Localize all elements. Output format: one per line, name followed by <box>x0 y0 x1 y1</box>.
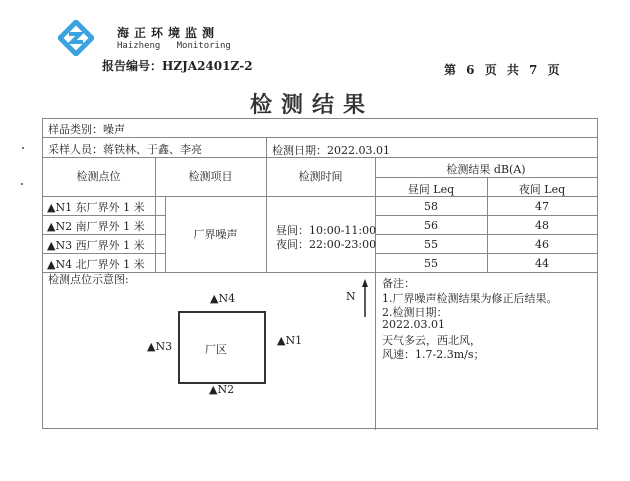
header-point: 检测点位 <box>76 170 121 183</box>
note-line: 2.检测日期： <box>382 306 448 319</box>
note-line: 2022.03.01 <box>382 318 445 331</box>
day-value: 55 <box>424 257 438 270</box>
header-time: 检测时间 <box>298 170 343 183</box>
header-result: 检测结果 dB(A) <box>446 163 526 176</box>
row-point: ▲N3 西厂界外 1 米 <box>47 239 145 252</box>
night-value: 47 <box>535 200 549 213</box>
point-n2: ▲N2 <box>209 383 235 396</box>
day-value: 58 <box>424 200 438 213</box>
day-value: 55 <box>424 238 438 251</box>
sample-type: 样品类别：噪声 <box>48 123 125 136</box>
time-day: 昼间：10:00-11:00 <box>276 224 377 237</box>
night-value: 48 <box>535 219 549 232</box>
point-n3: ▲N3 <box>147 340 173 353</box>
samplers: 采样人员：蒋铁林、于鑫、李亮 <box>48 143 202 156</box>
page-title: 检测结果 <box>250 93 375 118</box>
scan-speck <box>22 147 24 149</box>
test-item: 厂界噪声 <box>193 228 238 241</box>
company-name-cn: 海正环境监测 <box>117 26 220 40</box>
scan-speck <box>21 183 23 185</box>
note-line: 1.厂界噪声检测结果为修正后结果。 <box>382 292 558 305</box>
north-label: N <box>346 290 356 303</box>
row-point: ▲N4 北厂界外 1 米 <box>47 258 145 271</box>
row-point: ▲N2 南厂界外 1 米 <box>47 220 145 233</box>
haizheng-logo-icon <box>58 20 94 56</box>
day-value: 56 <box>424 219 438 232</box>
diagram-label: 检测点位示意图: <box>48 273 129 286</box>
header-item: 检测项目 <box>188 170 233 183</box>
note-line: 天气多云，西北风， <box>382 334 481 347</box>
time-night: 夜间：22:00-23:00 <box>276 238 377 251</box>
point-n1: ▲N1 <box>277 334 303 347</box>
company-name-en: Haizheng Monitoring <box>117 41 231 51</box>
point-n4: ▲N4 <box>210 292 236 305</box>
factory-area-label: 厂区 <box>205 343 227 356</box>
report-number: 报告编号：HZJA2401Z-2 <box>102 59 253 73</box>
page-info: 第 6 页 共 7 页 <box>444 63 560 77</box>
header-night: 夜间 Leq <box>518 183 566 196</box>
night-value: 44 <box>535 257 549 270</box>
note-line: 风速：1.7-2.3m/s； <box>382 348 485 361</box>
north-arrow-icon <box>360 278 370 318</box>
row-point: ▲N1 东厂界外 1 米 <box>47 201 145 214</box>
notes-title: 备注： <box>382 277 415 290</box>
night-value: 46 <box>535 238 549 251</box>
test-date: 检测日期：2022.03.01 <box>272 144 390 157</box>
header-day: 昼间 Leq <box>407 183 455 196</box>
